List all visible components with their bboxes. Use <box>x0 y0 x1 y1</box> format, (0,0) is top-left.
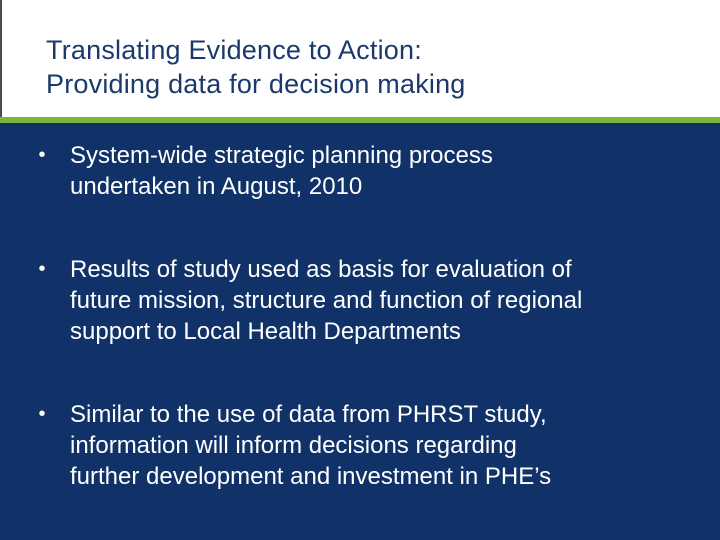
bullet-dot-icon: • <box>38 403 46 425</box>
slide-title-line-1: Translating Evidence to Action: <box>46 35 422 65</box>
slide-header <box>0 0 720 117</box>
slide-body <box>0 123 720 540</box>
bullet-line: further development and investment in PHE’s <box>70 463 552 490</box>
bullet-list <box>32 140 692 492</box>
slide-title-line-2: Providing data for decision making <box>46 69 466 99</box>
bullet-line: support to Local Health Departments <box>70 318 461 345</box>
bullet-dot-icon: • <box>38 258 46 280</box>
bullet-text <box>70 399 692 492</box>
bullet-item-1 <box>32 140 692 202</box>
bullet-item-3 <box>32 399 692 492</box>
bullet-text <box>70 254 692 347</box>
bullet-line: Results of study used as basis for evaluation of <box>70 256 572 283</box>
bullet-line: undertaken in August, 2010 <box>70 173 363 200</box>
bullet-line: future mission, structure and function of regional <box>70 287 583 314</box>
bullet-item-2 <box>32 254 692 347</box>
slide-title <box>46 33 466 101</box>
bullet-line: Similar to the use of data from PHRST study, <box>70 401 547 428</box>
bullet-dot-icon: • <box>38 144 46 166</box>
bullet-line: information will inform decisions regarding <box>70 432 517 459</box>
bullet-text <box>70 140 692 202</box>
bullet-line: System-wide strategic planning process <box>70 142 493 169</box>
